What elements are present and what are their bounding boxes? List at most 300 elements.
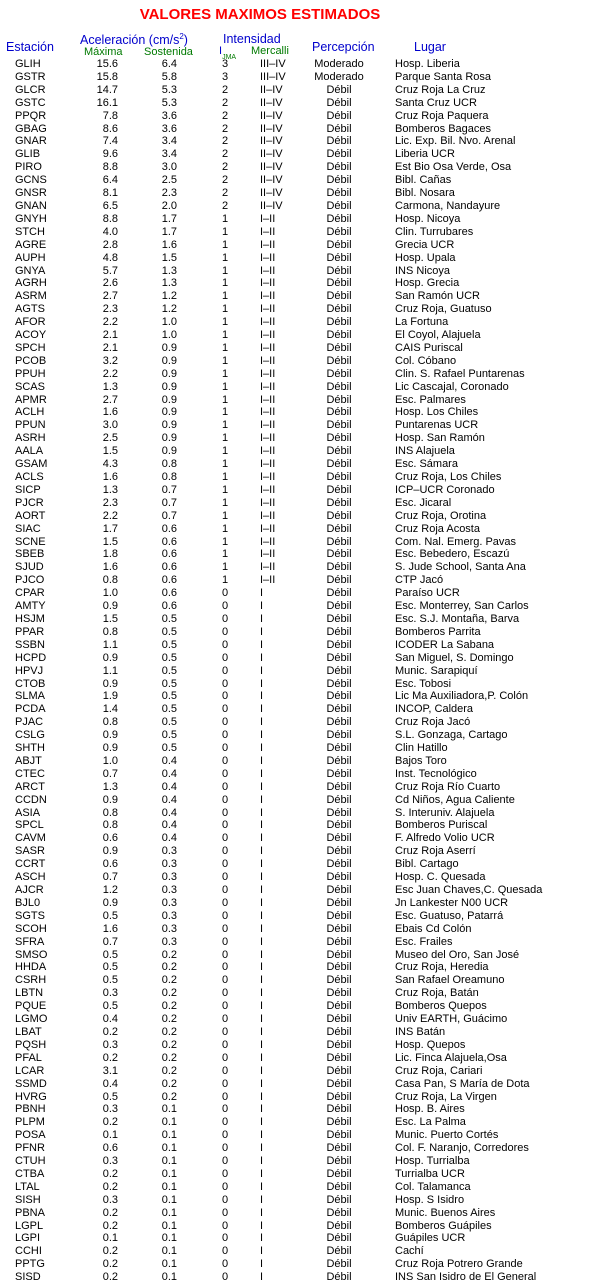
acc-maxima: 0.1 [102,1129,118,1142]
table-row [0,110,590,123]
acc-maxima: 1.6 [102,922,118,935]
intensity-mercalli: I [260,1219,264,1232]
table-row [0,716,590,729]
table-row [0,807,590,820]
intensity-jma: 0 [221,987,229,1000]
acc-maxima: 2.2 [102,367,118,380]
station-code: SGTS [15,909,45,922]
acc-sostenida: 0.2 [161,987,177,1000]
acc-maxima: 0.5 [102,1000,118,1013]
table-row [0,419,590,432]
station-code: PBNA [15,1206,45,1219]
acc-sostenida: 0.4 [161,754,177,767]
intensity-mercalli: I [260,587,264,600]
station-code: SISH [15,1193,41,1206]
location: Hosp. Upala [395,251,456,264]
acc-sostenida: 0.5 [161,625,177,638]
perception: Débil [326,909,352,922]
intensity-mercalli: I [260,793,264,806]
intensity-jma: 2 [221,96,229,109]
acc-sostenida: 1.0 [161,329,177,342]
acc-maxima: 14.7 [96,83,118,96]
acc-maxima: 0.9 [102,677,118,690]
location: Esc. S.J. Montaña, Barva [395,612,520,625]
station-code: PPAR [15,625,45,638]
intensity-mercalli: III–IV [260,58,286,70]
station-code: PJCO [15,574,45,587]
acc-sostenida: 0.6 [161,574,177,587]
acc-maxima: 0.9 [102,651,118,664]
location: Hosp. Los Chiles [395,406,479,419]
acc-maxima: 0.8 [102,625,118,638]
intensity-mercalli: I–II [260,264,276,277]
table-row [0,871,590,884]
acc-sostenida: 3.4 [161,135,177,148]
intensity-jma: 2 [221,135,229,148]
perception: Débil [326,922,352,935]
location: Cruz Roja, Orotina [395,509,487,522]
location: INCOP, Caldera [395,703,474,716]
intensity-mercalli: I [260,1155,264,1168]
perception: Débil [326,316,352,329]
perception: Débil [326,303,352,316]
acc-sostenida: 0.1 [161,1232,177,1245]
table-row [0,768,590,781]
station-code: CTOB [15,677,46,690]
header-mercalli: Mercalli [251,45,289,57]
intensity-jma: 1 [221,264,229,277]
intensity-mercalli: I [260,1206,264,1219]
intensity-mercalli: I [260,806,264,819]
station-code: LBTN [15,987,44,1000]
station-code: SPCL [15,819,44,832]
location: Clin Hatillo [395,742,448,755]
intensity-jma: 1 [221,354,229,367]
intensity-mercalli: II–IV [260,135,283,148]
acc-sostenida: 6.4 [161,58,177,70]
perception: Débil [326,1245,352,1258]
table-row [0,1207,590,1220]
intensity-mercalli: I [260,1167,264,1180]
acc-maxima: 5.7 [102,264,118,277]
acc-maxima: 0.8 [102,819,118,832]
station-code: HCPD [15,651,47,664]
perception: Débil [326,445,352,458]
intensity-mercalli: I [260,987,264,1000]
location: Bibl. Cañas [395,174,452,187]
station-code: SICP [15,483,41,496]
location: San Miguel, S. Domingo [395,651,514,664]
intensity-jma: 1 [221,471,229,483]
table-row [0,1000,590,1013]
intensity-jma: 0 [221,729,229,742]
intensity-jma: 1 [221,290,229,303]
acc-maxima: 2.6 [102,277,118,290]
intensity-mercalli: II–IV [260,199,283,212]
acc-maxima: 0.2 [102,1219,118,1232]
intensity-mercalli: I [260,638,264,651]
acc-maxima: 1.5 [102,612,118,625]
table-row [0,239,590,252]
station-code: PCDA [15,703,46,716]
table-row [0,406,590,419]
acc-maxima: 0.9 [102,896,118,909]
table-row [0,690,590,703]
location: Clin. Turrubares [395,225,474,238]
table-row [0,819,590,832]
location: Liberia UCR [395,148,455,161]
perception: Débil [326,199,352,212]
station-code: ASIA [15,806,41,819]
intensity-jma: 1 [221,341,229,354]
acc-sostenida: 2.0 [161,199,177,212]
station-code: AJCR [15,884,44,896]
acc-maxima: 0.3 [102,1103,118,1116]
acc-maxima: 0.5 [102,974,118,987]
table-row [0,1168,590,1181]
location: Cruz Roja Acosta [395,522,480,535]
intensity-mercalli: I–II [260,354,276,367]
acc-maxima: 0.9 [102,845,118,858]
acc-sostenida: 0.9 [161,406,177,419]
table-row [0,1052,590,1065]
intensity-mercalli: II–IV [260,122,283,135]
acc-sostenida: 0.4 [161,793,177,806]
table-row [0,342,590,355]
table-row [0,897,590,910]
table-row [0,510,590,523]
intensity-mercalli: I [260,845,264,858]
intensity-mercalli: I [260,1232,264,1245]
acc-maxima: 0.9 [102,600,118,613]
station-code: BJL0 [15,896,41,909]
location: Puntarenas UCR [395,419,479,432]
location: Cruz Roja Aserrí [395,845,476,858]
intensity-jma: 1 [221,574,229,587]
intensity-mercalli: III–IV [260,70,286,83]
intensity-mercalli: I [260,729,264,742]
perception: Débil [326,1116,352,1129]
intensity-mercalli: I–II [260,548,276,561]
table-row [0,742,590,755]
station-code: PPQR [15,109,47,122]
station-code: AGTS [15,303,45,316]
table-row [0,381,590,394]
intensity-mercalli: I–II [260,535,276,548]
table-row [0,458,590,471]
acc-maxima: 9.6 [102,148,118,161]
acc-maxima: 3.1 [102,1064,118,1077]
acc-maxima: 0.2 [102,1206,118,1219]
acc-sostenida: 0.2 [161,948,177,961]
perception: Débil [326,509,352,522]
intensity-mercalli: I [260,1025,264,1038]
location: Cd Niños, Agua Caliente [395,793,515,806]
intensity-jma: 0 [221,1064,229,1077]
location: Esc. Sámara [395,458,458,471]
station-code: ASCH [15,871,46,884]
location: Univ EARTH, Guácimo [395,1013,508,1026]
acc-sostenida: 0.2 [161,1051,177,1064]
acc-sostenida: 0.1 [161,1129,177,1142]
perception: Débil [326,948,352,961]
intensity-mercalli: II–IV [260,109,283,122]
intensity-jma: 1 [221,251,229,264]
table-row [0,536,590,549]
location: Bibl. Cartago [395,858,459,871]
acc-maxima: 1.0 [102,587,118,600]
acc-sostenida: 0.5 [161,651,177,664]
acc-sostenida: 0.5 [161,664,177,677]
acc-maxima: 1.4 [102,703,118,716]
acc-sostenida: 0.8 [161,471,177,483]
intensity-mercalli: I [260,767,264,780]
acc-sostenida: 0.5 [161,677,177,690]
location: ICP–UCR Coronado [395,483,495,496]
acc-sostenida: 0.5 [161,638,177,651]
header-sostenida: Sostenida [144,46,193,58]
perception: Débil [326,496,352,509]
intensity-jma: 0 [221,909,229,922]
acc-sostenida: 0.6 [161,548,177,561]
intensity-mercalli: I [260,780,264,793]
station-code: PPUH [15,367,46,380]
perception: Débil [326,251,352,264]
acc-maxima: 0.4 [102,1013,118,1026]
perception: Débil [326,548,352,561]
intensity-mercalli: I [260,1180,264,1193]
location: Esc. La Palma [395,1116,466,1129]
table-row [0,1245,590,1258]
table-row [0,884,590,897]
acc-sostenida: 1.3 [161,264,177,277]
intensity-jma: 0 [221,1013,229,1026]
station-table [0,58,590,1284]
perception: Débil [326,1232,352,1245]
acc-maxima: 0.3 [102,1193,118,1206]
perception: Débil [326,677,352,690]
acc-maxima: 0.5 [102,909,118,922]
acc-maxima: 0.5 [102,948,118,961]
acc-maxima: 3.2 [102,354,118,367]
location: Lic Cascajal, Coronado [395,380,509,393]
perception: Débil [326,729,352,742]
acc-maxima: 2.7 [102,290,118,303]
station-code: SCNE [15,535,46,548]
intensity-jma: 0 [221,1000,229,1013]
intensity-jma: 3 [221,70,229,83]
perception: Débil [326,135,352,148]
acc-maxima: 0.3 [102,987,118,1000]
intensity-jma: 0 [221,1167,229,1180]
acc-sostenida: 3.4 [161,148,177,161]
station-code: CTBA [15,1167,45,1180]
table-row [0,703,590,716]
station-code: GBAG [15,122,47,135]
table-row [0,1129,590,1142]
table-row [0,1026,590,1039]
station-code: SHTH [15,742,45,755]
acc-sostenida: 0.3 [161,871,177,884]
station-code: PBNH [15,1103,46,1116]
intensity-jma: 2 [221,122,229,135]
intensity-mercalli: I [260,832,264,845]
table-row [0,1091,590,1104]
station-code: GNYA [15,264,46,277]
location: INS Alajuela [395,445,455,458]
location: F. Alfredo Volio UCR [395,832,495,845]
intensity-mercalli: I [260,625,264,638]
location: Carmona, Nandayure [395,199,501,212]
station-code: SCOH [15,922,47,935]
perception: Débil [326,380,352,393]
station-code: CAVM [15,832,46,845]
perception: Débil [326,793,352,806]
intensity-mercalli: I [260,858,264,871]
intensity-jma: 0 [221,1180,229,1193]
table-row [0,587,590,600]
acc-maxima: 2.3 [102,303,118,316]
intensity-jma: 1 [221,212,229,225]
station-code: LGPI [15,1232,41,1245]
acc-sostenida: 0.1 [161,1116,177,1129]
acc-maxima: 0.2 [102,1271,118,1284]
intensity-mercalli: I–II [260,445,276,458]
perception: Débil [326,535,352,548]
acc-maxima: 0.5 [102,1090,118,1103]
location: CAIS Puriscal [395,341,463,354]
intensity-jma: 0 [221,1025,229,1038]
acc-sostenida: 0.9 [161,419,177,432]
intensity-jma: 0 [221,806,229,819]
acc-maxima: 0.4 [102,1077,118,1090]
intensity-mercalli: I–II [260,212,276,225]
location: Hosp. C. Quesada [395,871,486,884]
acc-sostenida: 0.3 [161,884,177,896]
station-code: GCNS [15,174,47,187]
header-aceleracion [80,32,188,47]
intensity-jma: 0 [221,1116,229,1129]
station-code: GSTR [15,70,46,83]
location: Cruz Roja, Los Chiles [395,471,502,483]
location: CTP Jacó [395,574,444,587]
acc-sostenida: 1.2 [161,303,177,316]
location: Cruz Roja, Cariari [395,1064,483,1077]
intensity-mercalli: I [260,742,264,755]
header-ijma-i: I [219,45,223,57]
intensity-mercalli: II–IV [260,174,283,187]
station-code: CSRH [15,974,47,987]
table-row [0,1065,590,1078]
perception: Débil [326,754,352,767]
perception: Débil [326,522,352,535]
acc-maxima: 0.7 [102,935,118,948]
intensity-mercalli: I [260,1038,264,1051]
perception: Débil [326,1077,352,1090]
perception: Débil [326,1167,352,1180]
location: INS Nicoya [395,264,451,277]
intensity-jma: 0 [221,1103,229,1116]
location: Hosp. Liberia [395,58,460,70]
acc-maxima: 8.8 [102,212,118,225]
intensity-jma: 3 [221,58,229,70]
acc-sostenida: 0.2 [161,1077,177,1090]
table-row [0,574,590,587]
table-row [0,794,590,807]
table-row [0,213,590,226]
table-row [0,1013,590,1026]
table-row [0,910,590,923]
acc-sostenida: 0.2 [161,1000,177,1013]
intensity-jma: 2 [221,83,229,96]
acc-maxima: 1.3 [102,483,118,496]
intensity-mercalli: I [260,1193,264,1206]
station-code: AGRH [15,277,47,290]
intensity-jma: 0 [221,935,229,948]
intensity-jma: 0 [221,1077,229,1090]
intensity-mercalli: I [260,1116,264,1129]
acc-sostenida: 0.6 [161,587,177,600]
station-code: ASRM [15,290,47,303]
station-code: SBEB [15,548,45,561]
table-row [0,1220,590,1233]
intensity-jma: 0 [221,1051,229,1064]
station-code: PQUE [15,1000,47,1013]
location: Esc. Bebedero, Escazú [395,548,510,561]
location: Hosp. Grecia [395,277,460,290]
location: Hosp. B. Aires [395,1103,465,1116]
intensity-jma: 1 [221,393,229,406]
acc-maxima: 0.2 [102,1258,118,1271]
table-row [0,445,590,458]
intensity-jma: 0 [221,896,229,909]
intensity-mercalli: I [260,922,264,935]
acc-maxima: 0.6 [102,858,118,871]
table-row [0,923,590,936]
intensity-mercalli: I [260,884,264,896]
intensity-jma: 2 [221,161,229,174]
intensity-mercalli: I [260,651,264,664]
perception: Débil [326,290,352,303]
intensity-jma: 1 [221,522,229,535]
intensity-mercalli: I [260,1077,264,1090]
header-intensidad: Intensidad [223,32,281,46]
intensity-mercalli: I–II [260,329,276,342]
acc-sostenida: 1.2 [161,290,177,303]
acc-sostenida: 1.3 [161,277,177,290]
location: Lic. Finca Alajuela,Osa [395,1051,507,1064]
acc-sostenida: 0.5 [161,703,177,716]
intensity-mercalli: I–II [260,419,276,432]
intensity-jma: 0 [221,819,229,832]
table-row [0,639,590,652]
intensity-jma: 0 [221,767,229,780]
location: Esc. Palmares [395,393,466,406]
table-row [0,548,590,561]
perception: Débil [326,458,352,471]
intensity-jma: 0 [221,832,229,845]
table-row [0,316,590,329]
perception: Débil [326,109,352,122]
table-row [0,1142,590,1155]
station-code: GLIH [15,58,41,70]
table-row [0,1194,590,1207]
location: Cruz Roja Río Cuarto [395,780,501,793]
acc-maxima: 7.4 [102,135,118,148]
location: Grecia UCR [395,238,455,251]
acc-maxima: 2.1 [102,341,118,354]
perception: Débil [326,651,352,664]
